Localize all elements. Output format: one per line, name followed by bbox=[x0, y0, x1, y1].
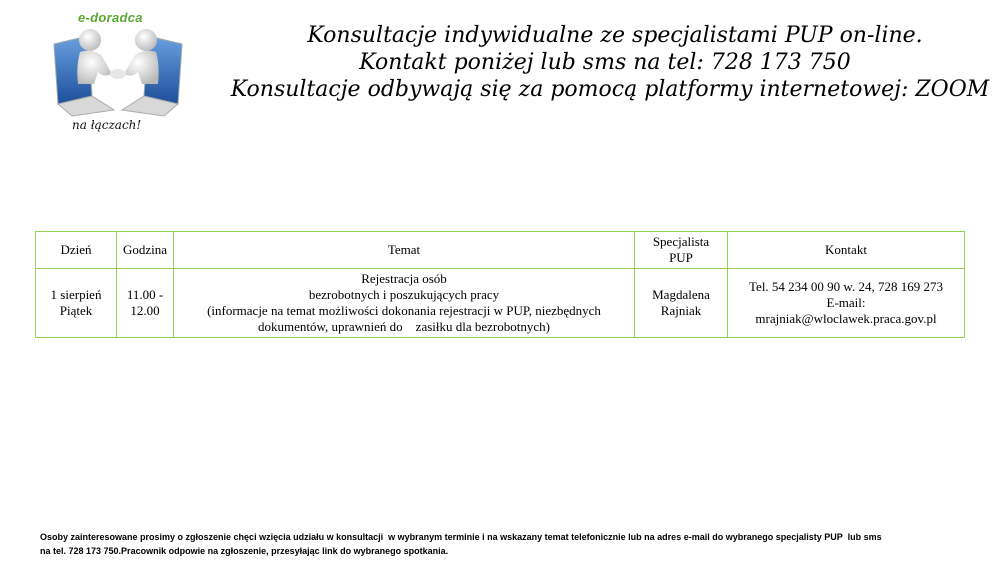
topic-line-4: dokumentów, uprawnień do zasiłku dla bezrobotnych) bbox=[258, 319, 550, 334]
footer-line-2: na tel. 728 173 750.Pracownik odpowie na zgłoszenie, przesyłając link do wybranego spotkania. bbox=[40, 546, 449, 556]
schedule-table bbox=[35, 231, 965, 338]
specialist-last-name: Rajniak bbox=[660, 303, 702, 318]
header-hour: Godzina bbox=[117, 232, 174, 269]
table-header-row bbox=[36, 232, 965, 269]
page-header bbox=[222, 22, 998, 103]
cell-contact bbox=[728, 269, 965, 338]
logo-title: e-doradca bbox=[78, 10, 143, 25]
day-weekday: Piątek bbox=[59, 303, 93, 318]
day-date: 1 sierpień bbox=[50, 287, 102, 302]
cell-specialist bbox=[635, 269, 728, 338]
logo-tagline: na łączach! bbox=[72, 118, 142, 132]
contact-email[interactable]: mrajniak@wloclawek.praca.gov.pl bbox=[755, 311, 937, 326]
cell-topic bbox=[174, 269, 635, 338]
logo bbox=[40, 6, 190, 136]
header-specialist bbox=[635, 232, 728, 269]
specialist-first-name: Magdalena bbox=[652, 287, 710, 302]
hour-start: 11.00 - bbox=[126, 287, 164, 302]
header-day: Dzień bbox=[36, 232, 117, 269]
header-line-2: Kontakt poniżej lub sms na tel: 728 173 750 bbox=[359, 50, 851, 75]
header-specialist-l1: Specjalista bbox=[652, 234, 710, 249]
contact-phone: Tel. 54 234 00 90 w. 24, 728 169 273 bbox=[749, 279, 943, 294]
table-row bbox=[36, 269, 965, 338]
header-line-3: Konsultacje odbywają się za pomocą platformy internetowej: ZOOM bbox=[230, 77, 990, 102]
header-specialist-l2: PUP bbox=[669, 250, 693, 265]
topic-line-2: bezrobotnych i poszukujących pracy bbox=[308, 287, 500, 302]
cell-hour bbox=[117, 269, 174, 338]
hour-end: 12.00 bbox=[130, 303, 160, 318]
footer-note bbox=[40, 530, 980, 558]
topic-line-1: Rejestracja osób bbox=[361, 271, 447, 286]
header-topic: Temat bbox=[174, 232, 635, 269]
contact-email-label: E-mail: bbox=[826, 295, 866, 310]
handshake-laptops-icon bbox=[48, 26, 188, 118]
header-line-1: Konsultacje indywidualne ze specjalistami PUP on-line. bbox=[307, 23, 923, 48]
cell-day bbox=[36, 269, 117, 338]
footer-line-1: Osoby zainteresowane prosimy o zgłoszenie chęci wzięcia udziału w konsultacji w wybranym terminie i na wskazany temat telefonicznie lub na adres e-mail do wybranego specjalisty PUP lub sms bbox=[40, 532, 882, 542]
topic-line-3: (informacje na temat możliwości dokonania rejestracji w PUP, niezbędnych bbox=[207, 303, 601, 318]
header-contact: Kontakt bbox=[728, 232, 965, 269]
